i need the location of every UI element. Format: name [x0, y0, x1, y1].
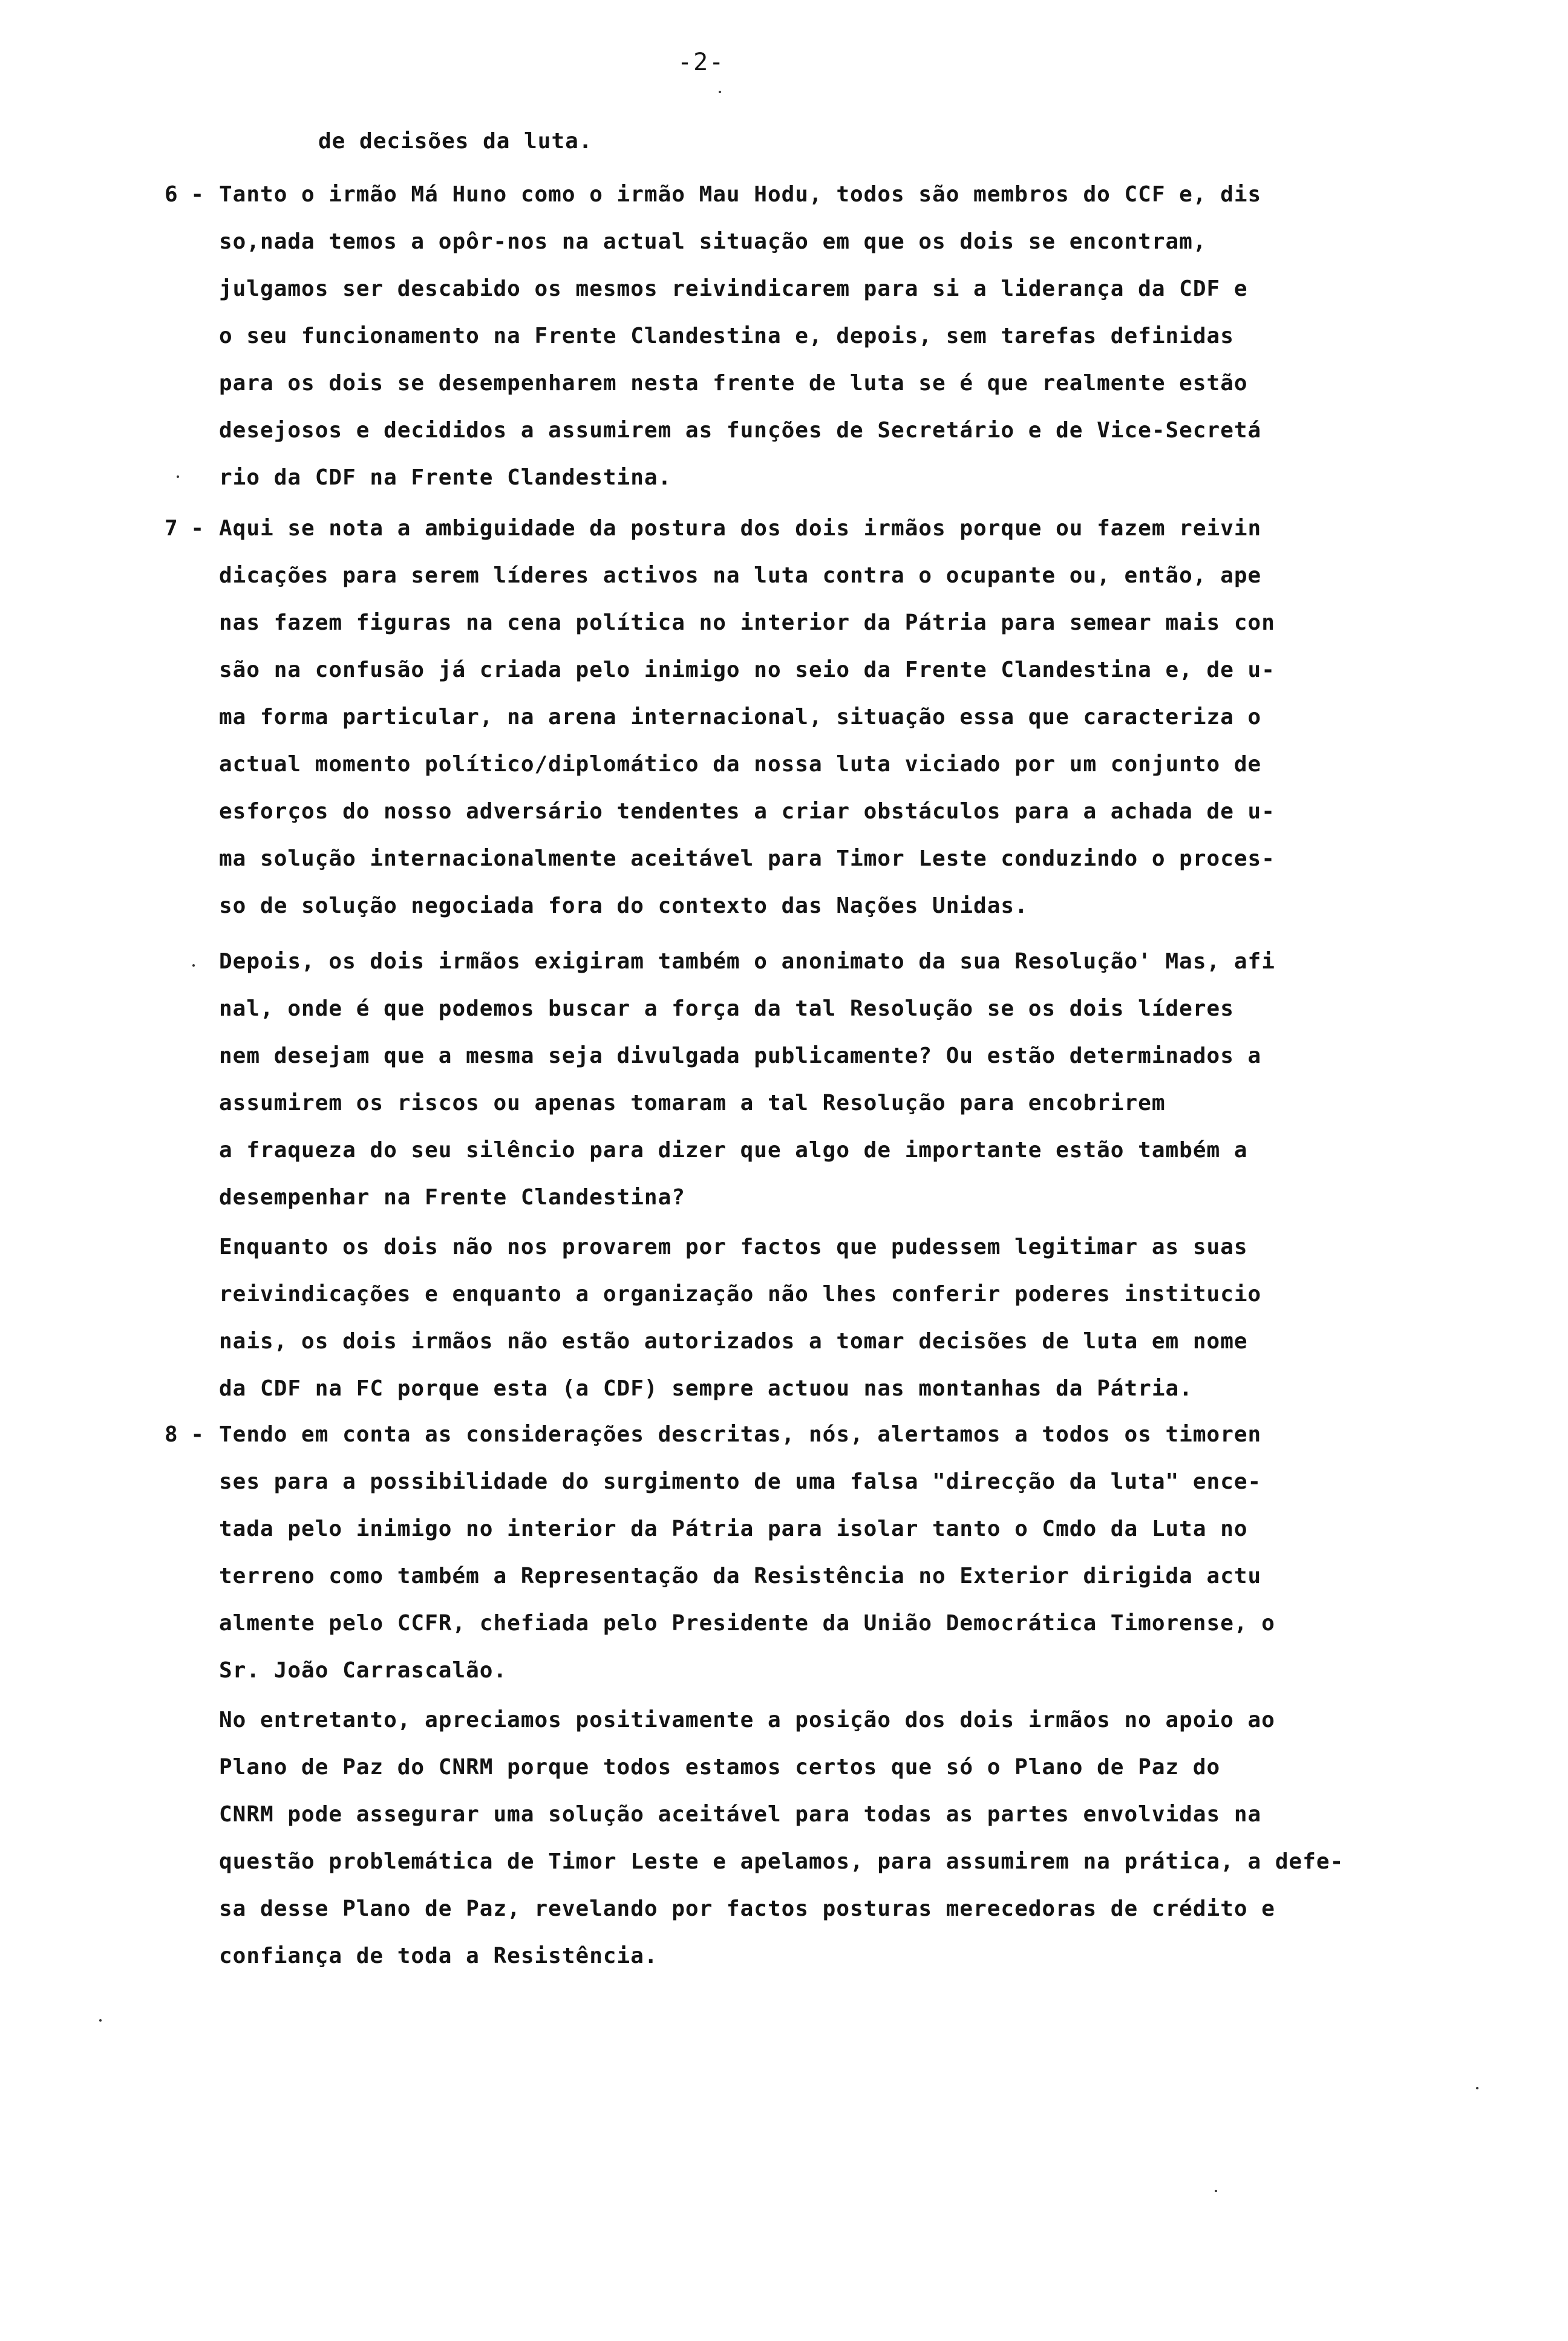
- scan-speck: [1215, 2190, 1217, 2192]
- scan-speck: [177, 475, 179, 478]
- text-line: tada pelo inimigo no interior da Pátria para isolar tanto o Cmdo da Luta no: [219, 1517, 1248, 1541]
- text-line: No entretanto, apreciamos positivamente a posição dos dois irmãos no apoio ao: [219, 1708, 1275, 1732]
- text-line: desempenhar na Frente Clandestina?: [219, 1185, 685, 1210]
- text-line: a fraqueza do seu silêncio para dizer que algo de importante estão também a: [219, 1138, 1248, 1163]
- text-line: para os dois se desempenharem nesta frente de luta se é que realmente estão: [219, 371, 1248, 396]
- text-line: Plano de Paz do CNRM porque todos estamos certos que só o Plano de Paz do: [219, 1755, 1221, 1780]
- text-line: Tanto o irmão Má Huno como o irmão Mau Hodu, todos são membros do CCF e, dis: [219, 182, 1262, 207]
- text-line: CNRM pode assegurar uma solução aceitável para todas as partes envolvidas na: [219, 1802, 1262, 1827]
- text-line: desejosos e decididos a assumirem as funções de Secretário e de Vice-Secretá: [219, 418, 1262, 443]
- text-line: da CDF na FC porque esta (a CDF) sempre actuou nas montanhas da Pátria.: [219, 1376, 1193, 1401]
- text-line: Sr. João Carrascalão.: [219, 1658, 508, 1683]
- text-line: rio da CDF na Frente Clandestina.: [219, 465, 672, 490]
- text-line: reivindicações e enquanto a organização não lhes conferir poderes institucio: [219, 1282, 1262, 1307]
- text-line: nais, os dois irmãos não estão autorizados a tomar decisões de luta em nome: [219, 1329, 1248, 1354]
- text-line: dicações para serem líderes activos na luta contra o ocupante ou, então, ape: [219, 563, 1262, 588]
- scan-speck: [719, 91, 721, 93]
- scan-speck: [192, 964, 195, 967]
- scan-speck: [1476, 2087, 1478, 2089]
- text-line: so,nada temos a opôr-nos na actual situação em que os dois se encontram,: [219, 229, 1207, 254]
- text-line: ses para a possibilidade do surgimento de uma falsa "direcção da luta" ence-: [219, 1469, 1262, 1494]
- item-number-6: 6 -: [165, 182, 204, 207]
- scan-speck: [99, 2019, 102, 2022]
- text-line: almente pelo CCFR, chefiada pelo Presidente da União Democrática Timorense, o: [219, 1611, 1275, 1636]
- text-line: nem desejam que a mesma seja divulgada publicamente? Ou estão determinados a: [219, 1043, 1262, 1068]
- text-line: Depois, os dois irmãos exigiram também o anonimato da sua Resolução' Mas, afi: [219, 949, 1275, 974]
- text-line: terreno como também a Representação da Resistência no Exterior dirigida actu: [219, 1564, 1262, 1588]
- text-line: Aqui se nota a ambiguidade da postura dos dois irmãos porque ou fazem reivin: [219, 516, 1262, 541]
- text-line: questão problemática de Timor Leste e apelamos, para assumirem na prática, a defe-: [219, 1849, 1344, 1874]
- text-line: são na confusão já criada pelo inimigo no seio da Frente Clandestina e, de u-: [219, 658, 1275, 682]
- text-line: o seu funcionamento na Frente Clandestina e, depois, sem tarefas definidas: [219, 324, 1234, 348]
- page-number: -2-: [678, 48, 725, 76]
- text-line: julgamos ser descabido os mesmos reivindicarem para si a liderança da CDF e: [219, 276, 1248, 301]
- text-line: sa desse Plano de Paz, revelando por factos posturas merecedoras de crédito e: [219, 1896, 1275, 1921]
- text-line: ma forma particular, na arena internacional, situação essa que caracteriza o: [219, 705, 1262, 730]
- text-line: nal, onde é que podemos buscar a força da tal Resolução se os dois líderes: [219, 996, 1234, 1021]
- text-line: Tendo em conta as considerações descritas, nós, alertamos a todos os timoren: [219, 1422, 1262, 1447]
- text-line: nas fazem figuras na cena política no interior da Pátria para semear mais con: [219, 610, 1275, 635]
- text-line: ma solução internacionalmente aceitável para Timor Leste conduzindo o proces-: [219, 846, 1275, 871]
- text-line: de decisões da luta.: [318, 129, 593, 154]
- text-line: Enquanto os dois não nos provarem por factos que pudessem legitimar as suas: [219, 1235, 1248, 1259]
- text-line: actual momento político/diplomático da nossa luta viciado por um conjunto de: [219, 752, 1262, 777]
- text-line: esforços do nosso adversário tendentes a criar obstáculos para a achada de u-: [219, 799, 1275, 824]
- text-line: assumirem os riscos ou apenas tomaram a tal Resolução para encobrirem: [219, 1091, 1166, 1115]
- text-line: confiança de toda a Resistência.: [219, 1944, 658, 1968]
- item-number-7: 7 -: [165, 516, 204, 541]
- text-line: so de solução negociada fora do contexto das Nações Unidas.: [219, 893, 1028, 918]
- item-number-8: 8 -: [165, 1422, 204, 1447]
